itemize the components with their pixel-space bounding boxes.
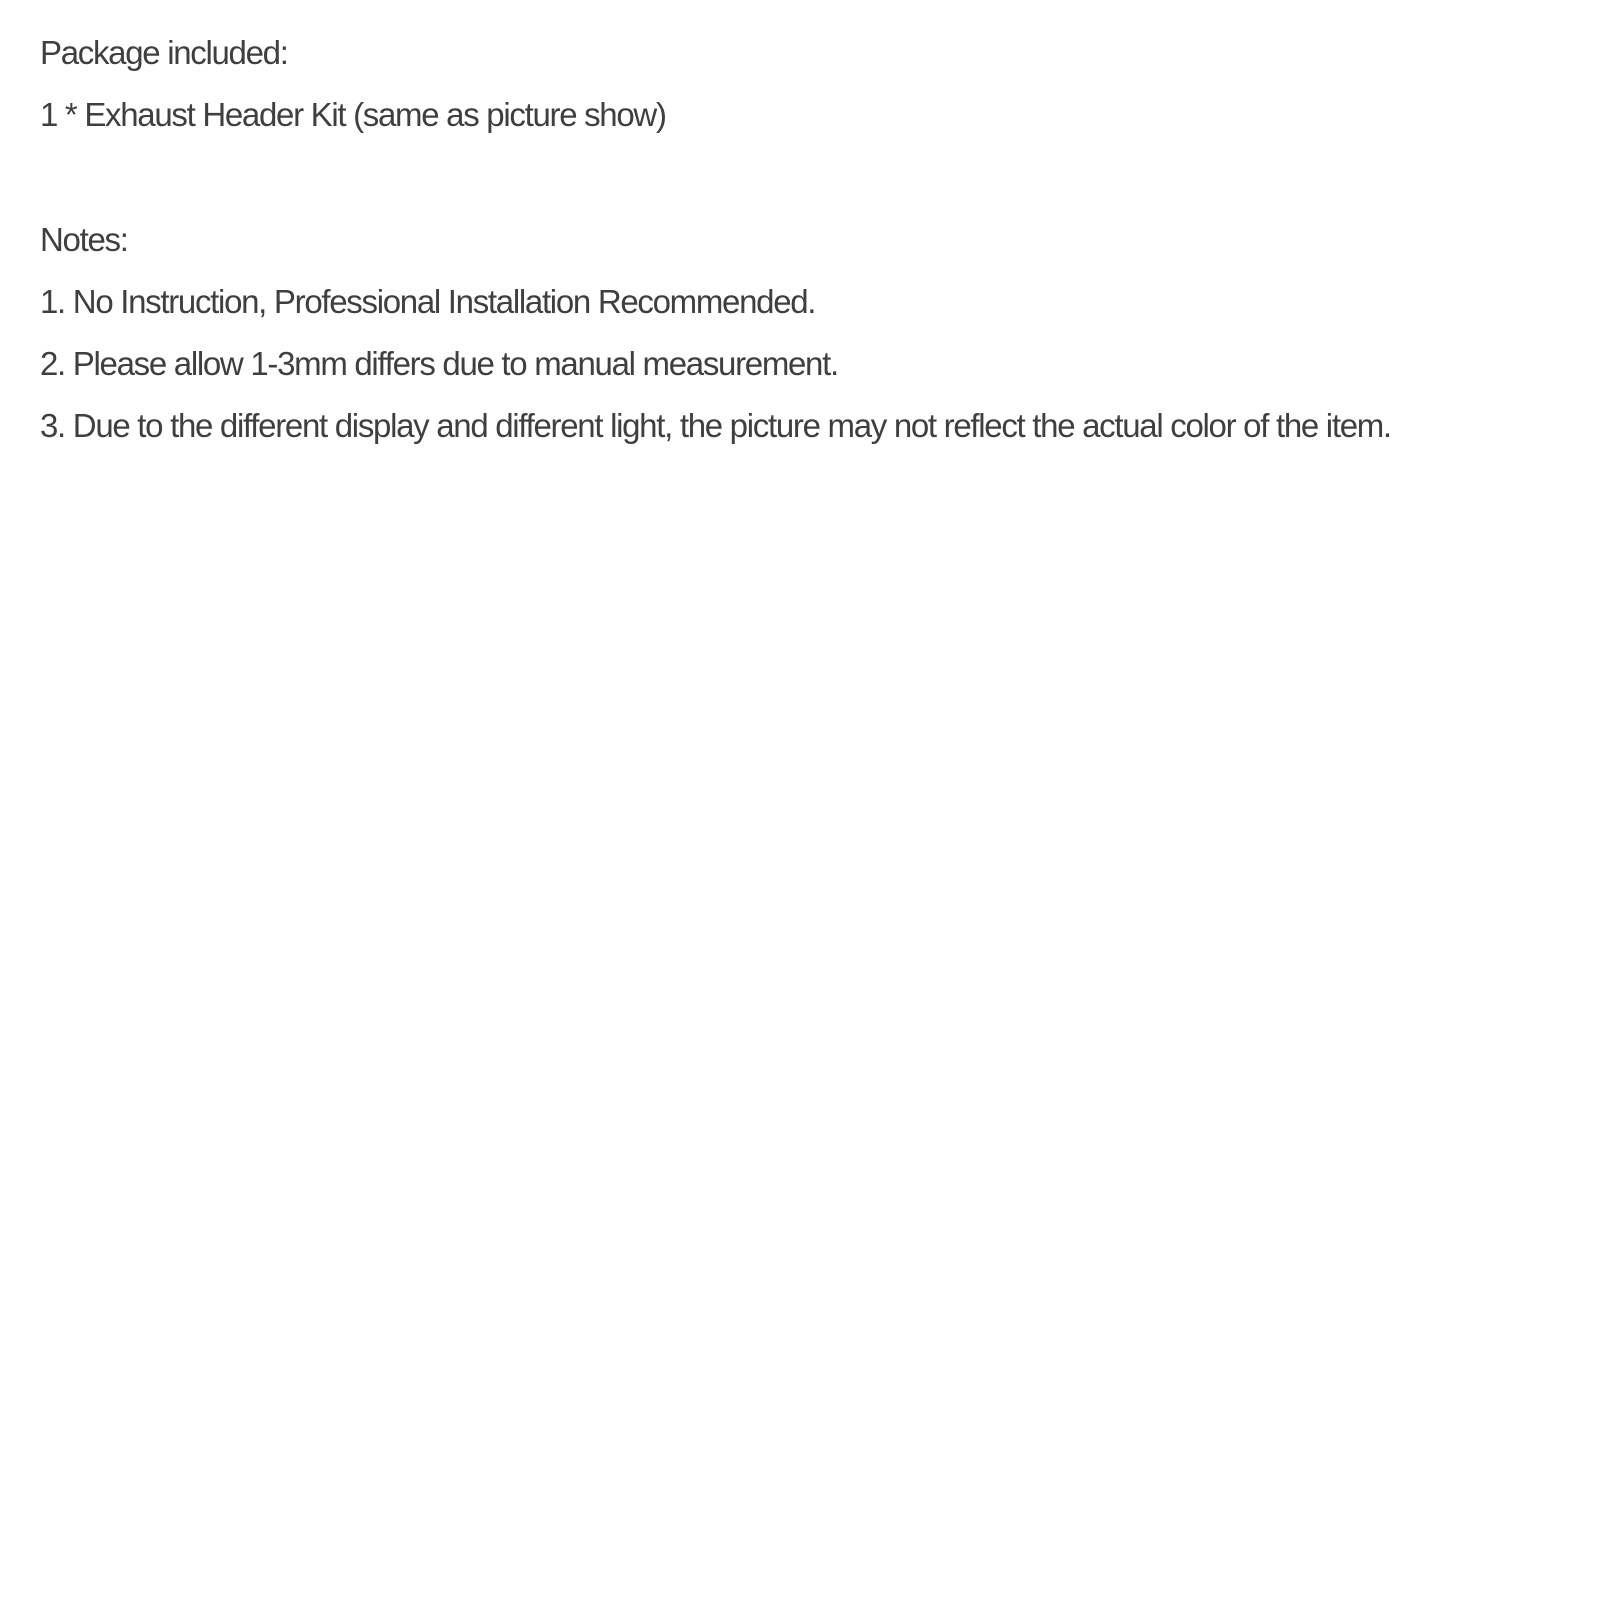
package-items-list [40,90,1560,152]
note-item: 1. No Instruction, Professional Installation Recommended. [40,283,816,320]
note-item: 3. Due to the different display and different light, the picture may not reflect the actual color of the item. [40,407,1391,444]
note-item: 2. Please allow 1-3mm differs due to manual measurement. [40,345,838,382]
notes-list [40,277,1560,463]
product-description [40,28,1560,463]
package-item: 1 * Exhaust Header Kit (same as picture show) [40,96,666,133]
notes-heading: Notes: [40,221,128,258]
notes-section [40,215,1560,463]
package-included-section [40,28,1560,152]
package-included-heading: Package included: [40,34,288,71]
